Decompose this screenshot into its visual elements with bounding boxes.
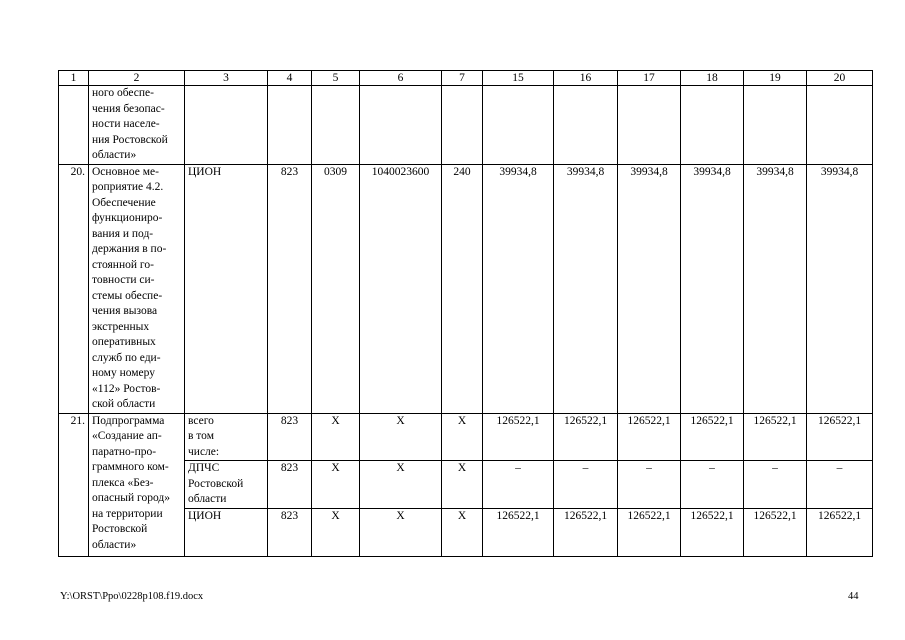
value-cell: 39934,8 [618, 164, 681, 413]
value-cell: – [554, 461, 618, 509]
value-cell: 39934,8 [483, 164, 554, 413]
header-cell: 3 [185, 71, 268, 86]
value-cell: – [618, 461, 681, 509]
csr-cell [360, 86, 442, 165]
header-cell: 7 [442, 71, 483, 86]
row-name-cell: Основное ме- роприятие 4.2. Обеспечение функциониро- вания и под- держания в по- стоянной го- товности си- стемы обеспе- чения вызова экстренных оперативных служб по еди- ному номеру «112» Ростов- ской области [89, 164, 185, 413]
value-cell: 39934,8 [554, 164, 618, 413]
rzpr-cell: 0309 [312, 164, 360, 413]
header-row [59, 71, 873, 86]
csr-cell: 1040023600 [360, 164, 442, 413]
value-cell: 126522,1 [807, 413, 873, 461]
footer-file-path: Y:\ORST\Ppo\0228p108.f19.docx [60, 591, 204, 602]
executor-cell: ДПЧС Ростовской области [185, 461, 268, 509]
value-cell [618, 86, 681, 165]
value-cell: 126522,1 [618, 413, 681, 461]
value-cell: – [807, 461, 873, 509]
table-row-continuation [59, 86, 873, 165]
header-cell: 15 [483, 71, 554, 86]
rzpr-cell: X [312, 413, 360, 461]
header-cell: 19 [744, 71, 807, 86]
value-cell: 126522,1 [554, 508, 618, 556]
rzpr-cell: X [312, 461, 360, 509]
value-cell [744, 86, 807, 165]
header-cell: 18 [681, 71, 744, 86]
row-name-cell: Подпрограмма «Создание ап- паратно-про- граммного ком- плекса «Без- опасный город» на территории Ростовской области» [89, 413, 185, 556]
header-cell: 1 [59, 71, 89, 86]
value-cell: 126522,1 [744, 413, 807, 461]
vr-cell: X [442, 461, 483, 509]
executor-cell: всего в том числе: [185, 413, 268, 461]
value-cell: 126522,1 [744, 508, 807, 556]
value-cell [554, 86, 618, 165]
grbs-cell: 823 [268, 508, 312, 556]
csr-cell: X [360, 461, 442, 509]
grbs-cell: 823 [268, 164, 312, 413]
value-cell: 126522,1 [483, 413, 554, 461]
executor-cell: ЦИОН [185, 508, 268, 556]
header-cell: 2 [89, 71, 185, 86]
header-cell: 4 [268, 71, 312, 86]
table-row-20 [59, 164, 873, 413]
value-cell: 126522,1 [681, 508, 744, 556]
value-cell [681, 86, 744, 165]
header-cell: 16 [554, 71, 618, 86]
value-cell: 126522,1 [554, 413, 618, 461]
value-cell: 126522,1 [483, 508, 554, 556]
value-cell: – [483, 461, 554, 509]
row-number-cell: 20. [59, 164, 89, 413]
table-row-21-total [59, 413, 873, 461]
executor-cell: ЦИОН [185, 164, 268, 413]
executor-cell [185, 86, 268, 165]
csr-cell: X [360, 508, 442, 556]
value-cell [807, 86, 873, 165]
row-name-cell: ного обеспе- чения безопас- ности населе- ния Ростовской области» [89, 86, 185, 165]
value-cell [483, 86, 554, 165]
grbs-cell: 823 [268, 413, 312, 461]
grbs-cell: 823 [268, 461, 312, 509]
vr-cell: 240 [442, 164, 483, 413]
row-number-cell: 21. [59, 413, 89, 556]
value-cell: 126522,1 [618, 508, 681, 556]
vr-cell: X [442, 508, 483, 556]
grbs-cell [268, 86, 312, 165]
budget-table [58, 70, 873, 557]
value-cell: 39934,8 [807, 164, 873, 413]
table-body [59, 71, 873, 557]
value-cell: 126522,1 [807, 508, 873, 556]
vr-cell [442, 86, 483, 165]
value-cell: 39934,8 [681, 164, 744, 413]
value-cell: 39934,8 [744, 164, 807, 413]
rzpr-cell: X [312, 508, 360, 556]
header-cell: 20 [807, 71, 873, 86]
value-cell: – [681, 461, 744, 509]
value-cell: 126522,1 [681, 413, 744, 461]
rzpr-cell [312, 86, 360, 165]
value-cell: – [744, 461, 807, 509]
header-cell: 6 [360, 71, 442, 86]
vr-cell: X [442, 413, 483, 461]
page-number: 44 [848, 591, 859, 602]
row-number-cell [59, 86, 89, 165]
csr-cell: X [360, 413, 442, 461]
header-cell: 5 [312, 71, 360, 86]
header-cell: 17 [618, 71, 681, 86]
